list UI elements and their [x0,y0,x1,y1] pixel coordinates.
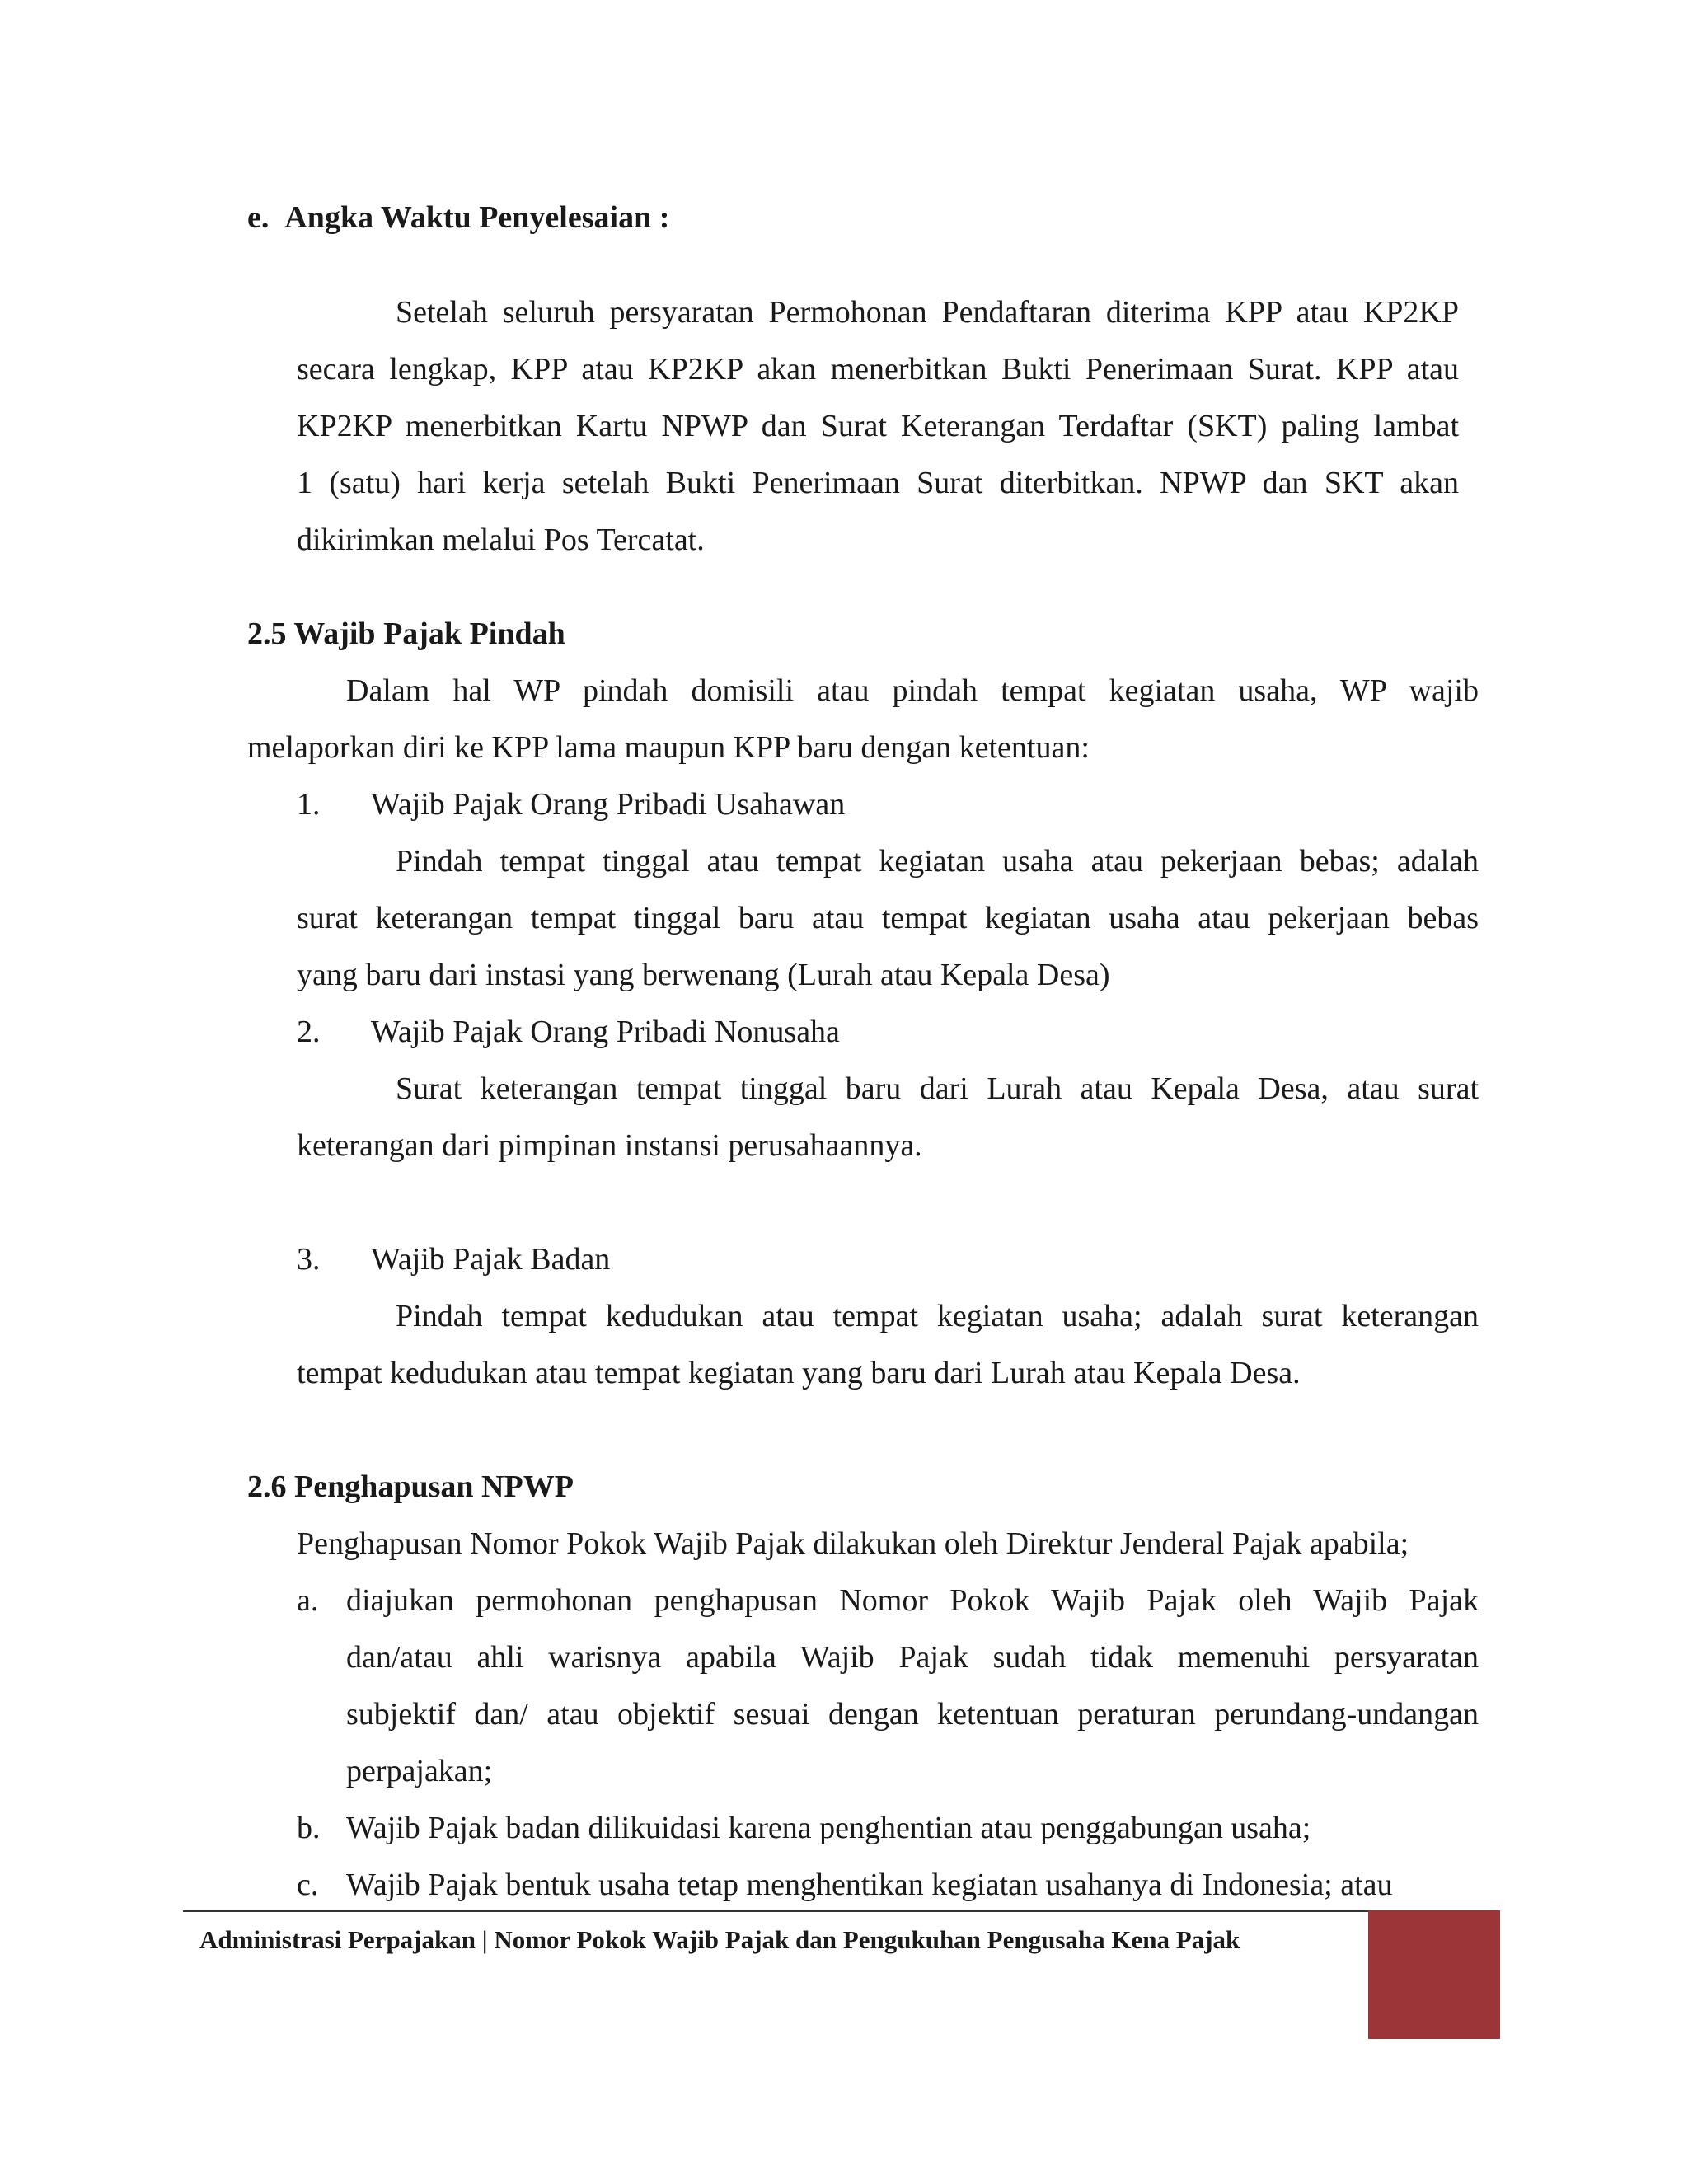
item-2-line-2: keterangan dari pimpinan instansi perusahaannya. [297,1128,922,1163]
item-3-body [297,1288,1479,1402]
item-c-line-1: Wajib Pajak bentuk usaha tetap menghentikan kegiatan usahanya di Indonesia; atau [346,1868,1393,1902]
section-26-intro: Penghapusan Nomor Pokok Wajib Pajak dilakukan oleh Direktur Jenderal Pajak apabila; [297,1526,1409,1561]
item-a-line-1: diajukan permohonan penghapusan Nomor Pokok Wajib Pajak oleh Wajib Pajak [346,1583,1479,1618]
section-25-intro-line-2: melaporkan diri ke KPP lama maupun KPP baru dengan ketentuan: [247,730,1090,765]
item-3-title: Wajib Pajak Badan [371,1242,611,1277]
section-e-heading: e. Angka Waktu Penyelesaian : [247,200,670,235]
section-e-line-3: KP2KP menerbitkan Kartu NPWP dan Surat Keterangan Terdaftar (SKT) paling lambat [297,409,1459,443]
section-e-line-2: secara lengkap, KPP atau KP2KP akan menerbitkan Bukti Penerimaan Surat. KPP atau [297,352,1459,387]
item-2-number: 2. [297,1015,321,1049]
item-a-line-4: perpajakan; [346,1754,493,1788]
section-25-intro-line-1: Dalam hal WP pindah domisili atau pindah tempat kegiatan usaha, WP wajib [346,673,1479,708]
item-3-number: 3. [297,1242,321,1277]
item-1-body [297,833,1479,1004]
section-e-paragraph [297,284,1459,569]
footer-divider [183,1910,1498,1912]
item-b-line-1: Wajib Pajak badan dilikuidasi karena penghentian atau penggabungan usaha; [346,1811,1311,1845]
section-e-line-4: 1 (satu) hari kerja setelah Bukti Penerimaan Surat diterbitkan. NPWP dan SKT akan [297,466,1459,500]
section-e-line-5: dikirimkan melalui Pos Tercatat. [297,523,705,557]
section-25-heading: 2.5 Wajib Pajak Pindah [247,616,565,651]
item-1-line-3: yang baru dari instasi yang berwenang (Lurah atau Kepala Desa) [297,958,1110,992]
item-1-number: 1. [297,787,321,822]
item-1-title: Wajib Pajak Orang Pribadi Usahawan [371,787,846,822]
page-number-box [1368,1910,1500,2039]
item-c-letter: c. [297,1868,319,1902]
item-2-body [297,1061,1479,1174]
item-1-line-2: surat keterangan tempat tinggal baru atau tempat kegiatan usaha atau pekerjaan bebas [297,901,1479,935]
item-a-line-2: dan/atau ahli warisnya apabila Wajib Pajak sudah tidak memenuhi persyaratan [346,1640,1479,1675]
item-3-line-1: Pindah tempat kedudukan atau tempat kegiatan usaha; adalah surat keterangan [396,1299,1479,1333]
section-26-heading: 2.6 Penghapusan NPWP [247,1469,574,1504]
item-a-line-3: subjektif dan/ atau objektif sesuai dengan ketentuan peraturan perundang-undangan [346,1697,1479,1732]
item-2-title: Wajib Pajak Orang Pribadi Nonusaha [371,1015,840,1049]
item-a-body [346,1572,1479,1800]
footer-title: Administrasi Perpajakan | Nomor Pokok Wajib Pajak dan Pengukuhan Pengusaha Kena Pajak [199,1925,1240,1954]
item-b-letter: b. [297,1811,321,1845]
item-2-line-1: Surat keterangan tempat tinggal baru dari Lurah atau Kepala Desa, atau surat [396,1071,1479,1106]
item-3-line-2: tempat kedudukan atau tempat kegiatan yang baru dari Lurah atau Kepala Desa. [297,1356,1301,1390]
item-a-letter: a. [297,1583,319,1618]
section-e-line-1: Setelah seluruh persyaratan Permohonan Pendaftaran diterima KPP atau KP2KP [396,295,1459,330]
section-25-intro [247,663,1479,776]
item-1-line-1: Pindah tempat tinggal atau tempat kegiatan usaha atau pekerjaan bebas; adalah [396,844,1479,879]
